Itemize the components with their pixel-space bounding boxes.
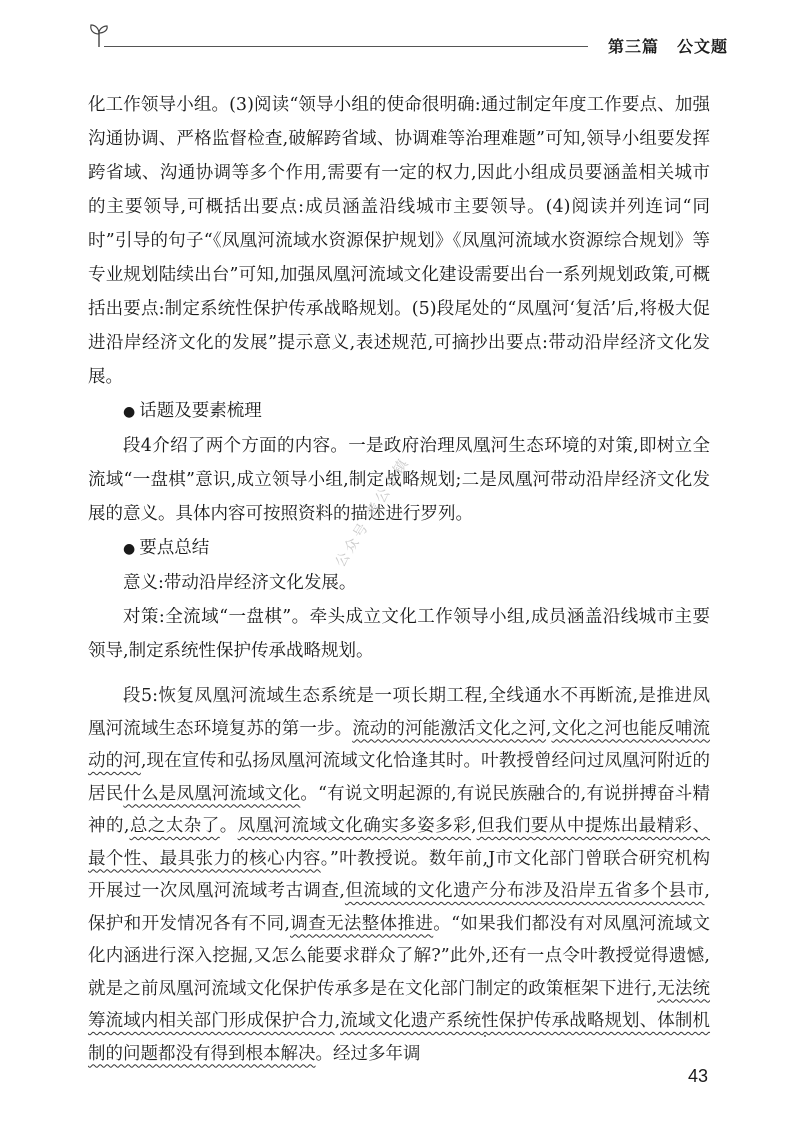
material-text: 段5:恢复凤凰河流域生态系统是一项长期工程,全线通水不再断流,是推进凤凰河流域生态环境复苏的第一步。 (88, 686, 710, 739)
bullet-dot-icon: ● (123, 541, 136, 557)
sprout-icon (88, 22, 110, 52)
bullet-dot-icon: ● (123, 404, 136, 420)
page-header (88, 22, 728, 62)
watermark: 公众号 考公小镇 (332, 454, 414, 571)
underlined-phrase: 凤凰河流域文化确实多姿多彩 (237, 816, 472, 836)
material-text: , (334, 1011, 341, 1031)
material-text: 。 (219, 816, 238, 836)
header-rule (104, 46, 588, 47)
section-title (608, 34, 728, 57)
summary-heading-text: 要点总结 (139, 538, 210, 558)
material-text: , (471, 816, 477, 836)
underlined-phrase: 流域文化遗产系统性保护传承战略规划、体制机制的问题都没有得到根本解决 (88, 1011, 711, 1064)
underlined-phrase: 文化之河也能反哺流动的河 (88, 718, 711, 771)
scan-speck (484, 1035, 486, 1037)
meaning-text: 意义:带动沿岸经济文化发展。 (123, 573, 357, 593)
material-text: 。”叶教授说。数年前,J市文化部门曾联合研究机构开展过一次凤凰河流域考古调查, (88, 848, 710, 901)
underlined-phrase: 流动的河能激活文化之河 (352, 718, 546, 739)
underlined-phrase: 调查无法整体推进 (290, 913, 434, 934)
underlined-phrase: 无法统筹流域内相关部门形成保护合力 (88, 978, 711, 1031)
material-text: 。“有说文明起源的,有说民族融合的,有说拼搏奋斗精神的, (88, 783, 710, 836)
material-text: 。“如果我们都没有对凤凰河流域文化内涵进行深入挖掘,又怎么能要求群众了解?”此外,还有一点令叶教授觉得遗憾,就是之前凤凰河流域文化保护传承多是在文化部门制定的政策框架下进行, (88, 913, 711, 999)
summary-heading (88, 531, 710, 566)
page-number: 43 (687, 1066, 708, 1086)
underlined-phrase: 什么是凤凰河流域文化 (123, 783, 301, 804)
section-subject: 公文题 (676, 37, 728, 56)
underlined-phrase: 但我们要从中提炼出最精彩、最个性、最具张力的核心内容 (88, 816, 710, 869)
material-text: ,现在宣传和弘扬凤凰河流域文化恰逢其时。叶教授曾经问过凤凰河附近的居民 (88, 751, 711, 804)
measures-text: 对策:全流域“一盘棋”。牵头成立文化工作领导小组,成员涵盖沿线城市主要领导,制定系统性保护传承战略规划。 (88, 607, 710, 661)
section-number: 第三篇 (607, 37, 659, 56)
material-text: 。经过多年调 (315, 1043, 421, 1064)
material-paragraph (88, 680, 710, 1070)
underlined-phrase: 但流域的文化遗产分布涉及沿岸五省多个县市 (344, 881, 705, 901)
material-text: ,保护和开发情况各有不同, (88, 881, 710, 934)
analysis-paragraph: 化工作领导小组。(3)阅读“领导小组的使命很明确:通过制定年度工作要点、加强沟通协调、严格监督检查,破解跨省域、协调难等治理难题”可知,领导小组要发挥跨省域、沟通协调等多个作用,需要有一定的权力,因此小组成员要涵盖相关城市的主要领导,可概括出要点:成员涵盖沿线城市主要领导。(4)阅读并列连词“同时”引导的句子“《凤凰河流域水资源保护规划》《凤凰河流域水资源综合规划》等专业规划陆续出台”可知,加强凤凰河流域文化建设需要出台一系列规划政策,可概括出要点:制定系统性保护传承战略规划。(5)段尾处的“凤凰河‘复活’后,将极大促进沿岸经济文化的发展”提示意义,表述规范,可摘抄出要点:带动沿岸经济文化发展。 (88, 95, 710, 387)
material-section (88, 680, 710, 1070)
underlined-phrase: 总之太杂了 (129, 816, 220, 836)
topic-heading (88, 394, 710, 429)
material-text: , (545, 718, 552, 739)
topic-heading-text: 话题及要素梳理 (139, 401, 262, 421)
topic-text: 段4介绍了两个方面的内容。一是政府治理凤凰河生态环境的对策,即树立全流域“一盘棋”意识,成立领导小组,制定战略规划;二是凤凰河带动沿岸经济文化发展的意义。具体内容可按照资料的描述进行罗列。 (88, 436, 710, 524)
page-body (88, 88, 710, 1070)
